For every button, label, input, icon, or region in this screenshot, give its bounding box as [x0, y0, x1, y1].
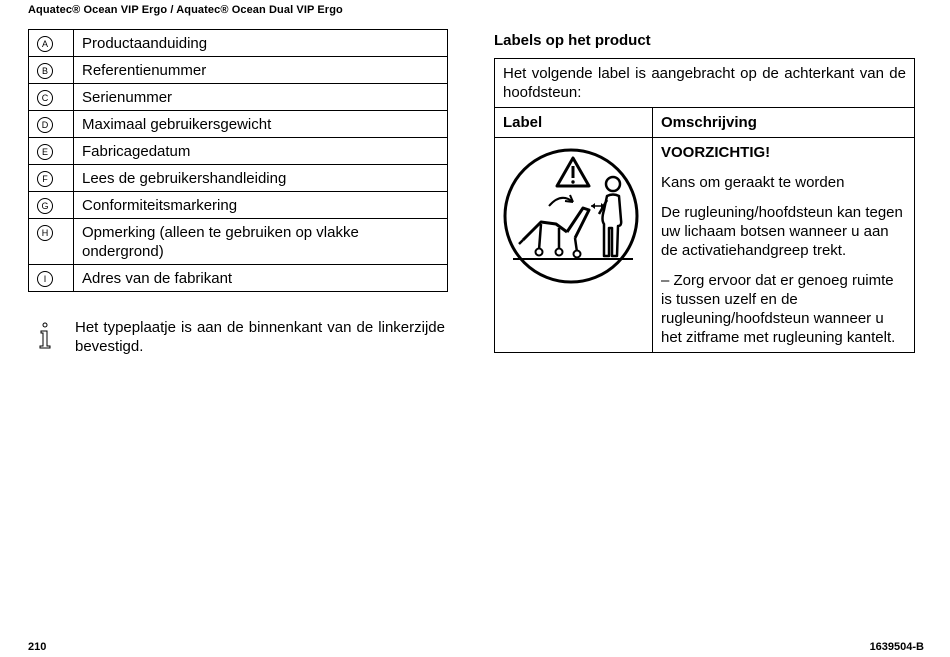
section-title: Labels op het product	[494, 32, 651, 49]
legend-row	[29, 30, 448, 57]
legend-key-cell	[29, 30, 74, 57]
legend-text: Serienummer	[74, 84, 448, 111]
description-detail: De rugleuning/hoofdsteun kan tegen uw lichaam botsen wanneer u aan de activatiehandgreep trekt.	[661, 204, 903, 259]
legend-row	[29, 165, 448, 192]
label-image-cell	[495, 138, 653, 353]
legend-key-marker: I	[37, 271, 53, 287]
legend-key-marker: F	[37, 171, 53, 187]
legend-text: Lees de gebruikershandleiding	[74, 165, 448, 192]
legend-table	[28, 29, 448, 292]
column-header-label: Label	[495, 108, 653, 138]
legend-text: Referentienummer	[74, 57, 448, 84]
legend-row	[29, 219, 448, 265]
warning-label-pictogram	[501, 144, 641, 289]
legend-key-cell	[29, 84, 74, 111]
legend-text: Opmerking (alleen te gebruiken op vlakke ondergrond)	[74, 219, 448, 265]
legend-key-marker: G	[37, 198, 53, 214]
legend-row	[29, 84, 448, 111]
labels-table	[494, 58, 915, 353]
legend-key-cell	[29, 57, 74, 84]
legend-key-marker: B	[37, 63, 53, 79]
legend-key-marker: H	[37, 225, 53, 241]
legend-row	[29, 265, 448, 292]
legend-key-marker: D	[37, 117, 53, 133]
legend-row	[29, 111, 448, 138]
legend-key-cell	[29, 219, 74, 265]
page-number: 210	[28, 641, 47, 653]
legend-row	[29, 192, 448, 219]
label-description-cell	[653, 138, 915, 353]
legend-row	[29, 57, 448, 84]
labels-intro: Het volgende label is aangebracht op de achterkant van de hoofdsteun:	[495, 59, 915, 108]
legend-key-cell	[29, 111, 74, 138]
legend-row	[29, 138, 448, 165]
legend-text: Conformiteitsmarkering	[74, 192, 448, 219]
description-hazard: Kans om geraakt te worden	[661, 174, 845, 191]
legend-text: Fabricagedatum	[74, 138, 448, 165]
document-code: 1639504-B	[869, 641, 924, 653]
info-icon	[36, 322, 54, 350]
legend-key-cell	[29, 138, 74, 165]
legend-text: Adres van de fabrikant	[74, 265, 448, 292]
legend-text: Productaanduiding	[74, 30, 448, 57]
legend-key-cell	[29, 165, 74, 192]
document-header: Aquatec® Ocean VIP Ergo / Aquatec® Ocean Dual VIP Ergo	[28, 4, 343, 16]
legend-key-marker: A	[37, 36, 53, 52]
warning-title: VOORZICHTIG!	[661, 144, 771, 161]
legend-key-marker: C	[37, 90, 53, 106]
legend-text: Maximaal gebruikersgewicht	[74, 111, 448, 138]
description-instruction: – Zorg ervoor dat er genoeg ruimte is tussen uzelf en de rugleuning/hoofdsteun wanneer u het zitframe met rugleuning kantelt.	[661, 272, 896, 346]
legend-key-cell	[29, 192, 74, 219]
legend-key-marker: E	[37, 144, 53, 160]
legend-key-cell	[29, 265, 74, 292]
note-text: Het typeplaatje is aan de binnenkant van de linkerzijde bevestigd.	[75, 319, 445, 355]
column-header-description: Omschrijving	[653, 108, 915, 138]
